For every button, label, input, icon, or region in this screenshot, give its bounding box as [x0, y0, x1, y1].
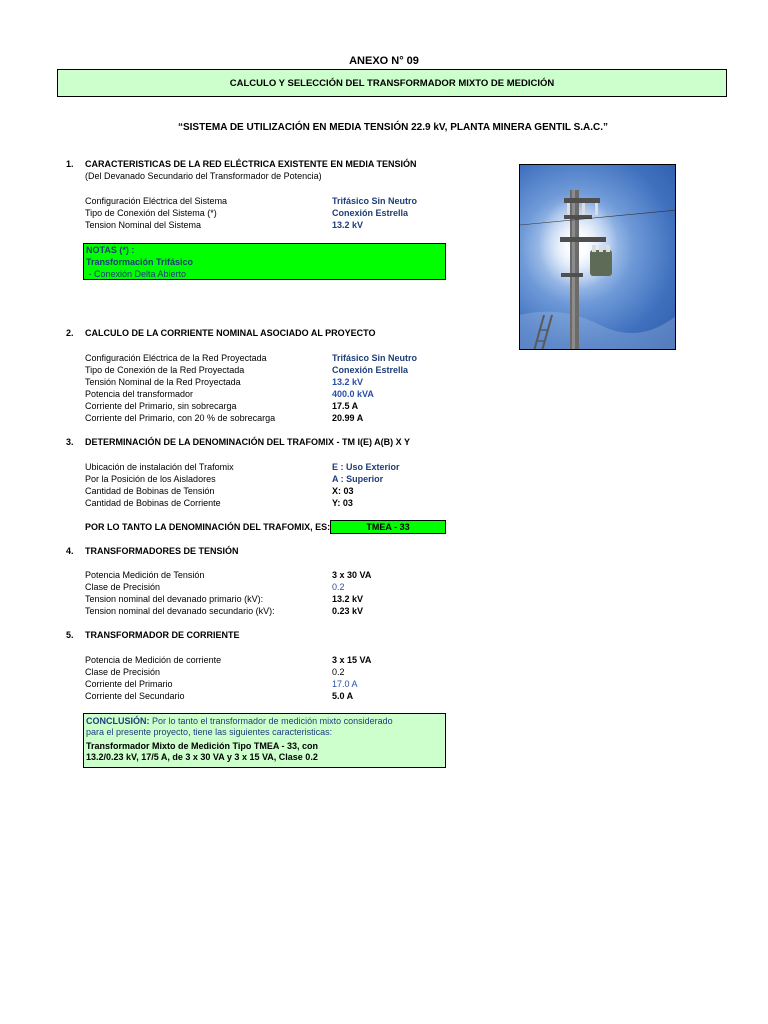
utility-pole-icon [520, 165, 676, 350]
conclusion-result-1: Transformador Mixto de Medición Tipo TMEA - 33, con [86, 741, 319, 751]
document-title: CALCULO Y SELECCIÓN DEL TRANSFORMADOR MIXTO DE MEDICIÓN [57, 69, 727, 97]
s4-row-label: Tension nominal del devanado secundario (kV): [85, 606, 275, 616]
s4-row-label: Tension nominal del devanado primario (kV): [85, 594, 264, 604]
s5-row-label: Corriente del Primario [85, 679, 173, 689]
s2-row-value: 17.5 A [332, 401, 359, 411]
s2-row-label: Potencia del transformador [85, 389, 194, 399]
section-3-number: 3. [66, 437, 74, 447]
section-1-heading: CARACTERISTICAS DE LA RED ELÉCTRICA EXISTENTE EN MEDIA TENSIÓN [85, 159, 417, 169]
s1-row-value: Trifásico Sin Neutro [332, 196, 418, 206]
s2-row-value: 20.99 A [332, 413, 364, 423]
s5-row-label: Potencia de Medición de corriente [85, 655, 222, 665]
s3-row-label: Cantidad de Bobinas de Tensión [85, 486, 215, 496]
s1-row-value: 13.2 kV [332, 220, 364, 230]
s1-row-label: Tension Nominal del Sistema [85, 220, 202, 230]
s2-row-label: Tensión Nominal de la Red Proyectada [85, 377, 241, 387]
section-3-heading: DETERMINACIÓN DE LA DENOMINACIÓN DEL TRAFOMIX - TM I(E) A(B) X Y [85, 437, 410, 447]
section-1-subheading: (Del Devanado Secundario del Transformador de Potencia) [85, 171, 322, 181]
section-1-number: 1. [66, 159, 74, 169]
s3-row-value: X: 03 [332, 486, 354, 496]
trafomix-denomination-value: TMEA - 33 [330, 520, 446, 534]
conclusion-intro [86, 716, 443, 727]
section-2-number: 2. [66, 328, 74, 338]
conclusion-box [83, 713, 446, 768]
s4-row-label: Potencia Medición de Tensión [85, 570, 205, 580]
notes-line-1: Transformación Trifásico [86, 257, 194, 267]
s5-row-value: 0.2 [332, 667, 345, 677]
s5-row-value: 17.0 A [332, 679, 358, 689]
s3-row-value: E : Uso Exterior [332, 462, 400, 472]
s1-row-value: Conexión Estrella [332, 208, 409, 218]
s3-row-value: A : Superior [332, 474, 384, 484]
annex-number: ANEXO N° 09 [349, 55, 419, 67]
notes-box [83, 243, 446, 280]
s5-row-label: Corriente del Secundario [85, 691, 185, 701]
s4-row-label: Clase de Precisión [85, 582, 161, 592]
section-5-heading: TRANSFORMADOR DE CORRIENTE [85, 630, 240, 640]
conclusion-text-1: Por lo tanto el transformador de medición mixto considerado [149, 716, 393, 726]
section-4-heading: TRANSFORMADORES DE TENSIÓN [85, 546, 239, 556]
s4-row-value: 0.23 kV [332, 606, 364, 616]
section-4-number: 4. [66, 546, 74, 556]
trafomix-denomination-label: POR LO TANTO LA DENOMINACIÓN DEL TRAFOMIX, ES: [85, 522, 331, 532]
s2-row-label: Corriente del Primario, sin sobrecarga [85, 401, 237, 411]
notes-title: NOTAS (*) : [86, 245, 135, 255]
s2-row-value: Trifásico Sin Neutro [332, 353, 418, 363]
s2-row-label: Corriente del Primario, con 20 % de sobrecarga [85, 413, 276, 423]
s2-row-label: Tipo de Conexión de la Red Proyectada [85, 365, 245, 375]
s3-row-label: Por la Posición de los Aisladores [85, 474, 216, 484]
s4-row-value: 13.2 kV [332, 594, 364, 604]
s2-row-value: 13.2 kV [332, 377, 364, 387]
s1-row-label: Configuración Eléctrica del Sistema [85, 196, 228, 206]
section-5-number: 5. [66, 630, 74, 640]
s3-row-label: Cantidad de Bobinas de Corriente [85, 498, 221, 508]
s2-row-value: Conexión Estrella [332, 365, 409, 375]
s2-row-value: 400.0 kVA [332, 389, 374, 399]
s4-row-value: 3 x 30 VA [332, 570, 372, 580]
utility-pole-photo [519, 164, 676, 350]
conclusion-result-2: 13.2/0.23 kV, 17/5 A, de 3 x 30 VA y 3 x 15 VA, Clase 0.2 [86, 751, 318, 762]
s5-row-value: 5.0 A [332, 691, 354, 701]
conclusion-label: CONCLUSIÓN: [86, 716, 150, 726]
s5-row-value: 3 x 15 VA [332, 655, 372, 665]
s2-row-label: Configuración Eléctrica de la Red Proyectada [85, 353, 267, 363]
notes-line-2: - Conexión Delta Abierto [86, 269, 187, 279]
s3-row-label: Ubicación de instalación del Trafomix [85, 462, 234, 472]
conclusion-text-2: para el presente proyecto, tiene las siguientes caracteristicas: [86, 726, 333, 737]
s1-row-label: Tipo de Conexión del Sistema (*) [85, 208, 217, 218]
project-subtitle: “SISTEMA DE UTILIZACIÓN EN MEDIA TENSIÓN 22.9 kV, PLANTA MINERA GENTIL S.A.C.” [177, 122, 609, 133]
s5-row-label: Clase de Precisión [85, 667, 161, 677]
section-2-heading: CALCULO DE LA CORRIENTE NOMINAL ASOCIADO AL PROYECTO [85, 328, 376, 338]
s4-row-value: 0.2 [332, 582, 345, 592]
s3-row-value: Y: 03 [332, 498, 353, 508]
